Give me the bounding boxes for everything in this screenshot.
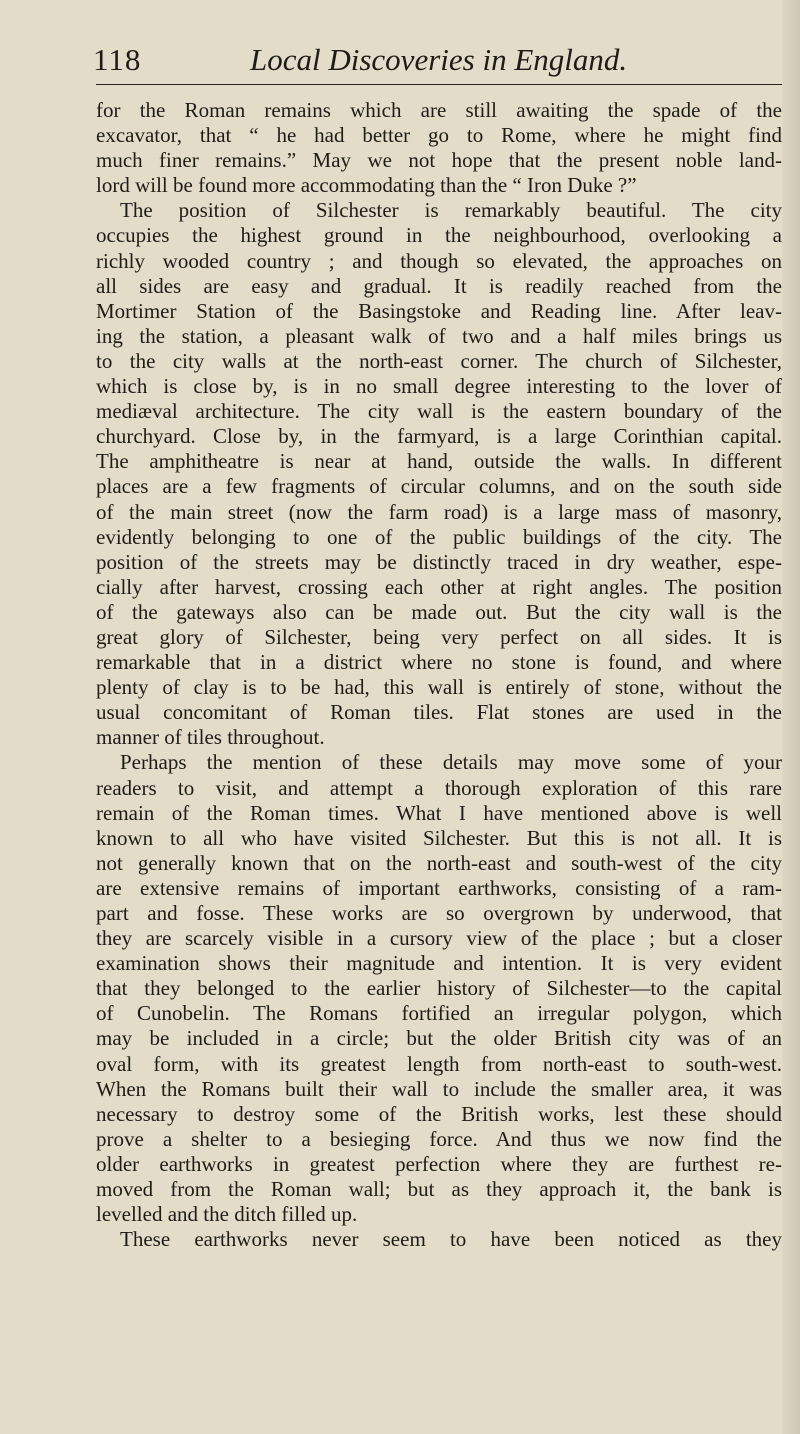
text-line: levelled and the ditch filled up. [96,1202,358,1227]
page-number: 118 [93,42,142,77]
text-line: lord will be found more accommodating than the “ Iron Duke ?” [96,173,637,198]
text-line: mediæval architecture. The city wall is the eastern boundary of the [96,399,782,424]
text-line: oval form, with its greatest length from north-east to south-west. [96,1051,782,1076]
page-edge-shadow [782,0,800,1434]
text-line: Mortimer Station of the Basingstoke and Reading line. After leav- [96,298,782,323]
text-line: These earthworks never seem to have been noticed as they [120,1227,782,1252]
text-line: of Cunobelin. The Romans fortified an irregular polygon, which [96,1001,782,1026]
text-line: places are a few fragments of circular columns, and on the south side [96,474,782,499]
text-line: to the city walls at the north-east corner. The church of Silchester, [96,348,782,373]
text-line: manner of tiles throughout. [96,725,325,750]
text-line: remarkable that in a district where no stone is found, and where [96,650,782,675]
text-line: evidently belonging to one of the public buildings of the city. The [96,524,782,549]
text-line: position of the streets may be distinctly traced in dry weather, espe- [96,549,782,574]
text-line: for the Roman remains which are still awaiting the spade of the [96,98,782,122]
text-line: known to all who have visited Silchester. But this is not all. It is [96,825,782,850]
text-line: ing the station, a pleasant walk of two and a half miles brings us [96,323,782,348]
text-line: they are scarcely visible in a cursory view of the place ; but a closer [96,926,782,951]
running-head [93,42,783,82]
text-line: cially after harvest, crossing each other at right angles. The position [96,574,782,599]
text-line: of the gateways also can be made out. But the city wall is the [96,599,782,624]
text-line: moved from the Roman wall; but as they approach it, the bank is [96,1177,782,1202]
text-line: great glory of Silchester, being very perfect on all sides. It is [96,624,782,649]
text-line: Perhaps the mention of these details may move some of your [120,750,782,775]
text-line: not generally known that on the north-east and south-west of the city [96,850,782,875]
text-line: occupies the highest ground in the neighbourhood, overlooking a [96,223,782,248]
text-line: which is close by, is in no small degree interesting to the lover of [96,374,782,399]
body-text [96,98,782,1252]
text-line: necessary to destroy some of the British works, lest these should [96,1101,782,1126]
text-line: examination shows their magnitude and intention. It is very evident [96,951,782,976]
text-line: older earthworks in greatest perfection where they are furthest re- [96,1151,782,1176]
text-line: are extensive remains of important earthworks, consisting of a ram- [96,875,782,900]
text-line: usual concomitant of Roman tiles. Flat stones are used in the [96,700,782,725]
text-line: churchyard. Close by, in the farmyard, is a large Corinthian capital. [96,424,782,449]
text-line: When the Romans built their wall to include the smaller area, it was [96,1076,782,1101]
text-line: may be included in a circle; but the older British city was of an [96,1026,782,1051]
header-rule [96,84,782,85]
text-line: richly wooded country ; and though so elevated, the approaches on [96,248,782,273]
text-line: readers to visit, and attempt a thorough exploration of this rare [96,775,782,800]
text-line: The amphitheatre is near at hand, outside the walls. In different [96,449,782,474]
text-line: much finer remains.” May we not hope that the present noble land- [96,148,782,173]
running-title: Local Discoveries in England. [250,42,628,77]
text-line: prove a shelter to a besieging force. And thus we now find the [96,1126,782,1151]
text-line: all sides are easy and gradual. It is readily reached from the [96,273,782,298]
text-line: The position of Silchester is remarkably beautiful. The city [120,198,782,223]
text-line: excavator, that “ he had better go to Rome, where he might find [96,123,782,148]
text-line: of the main street (now the farm road) is a large mass of masonry, [96,499,782,524]
text-line: plenty of clay is to be had, this wall is entirely of stone, without the [96,675,782,700]
text-line: that they belonged to the earlier history of Silchester—to the capital [96,976,782,1001]
text-line: part and fosse. These works are so overgrown by underwood, that [96,901,782,925]
text-line: remain of the Roman times. What I have mentioned above is well [96,800,782,825]
